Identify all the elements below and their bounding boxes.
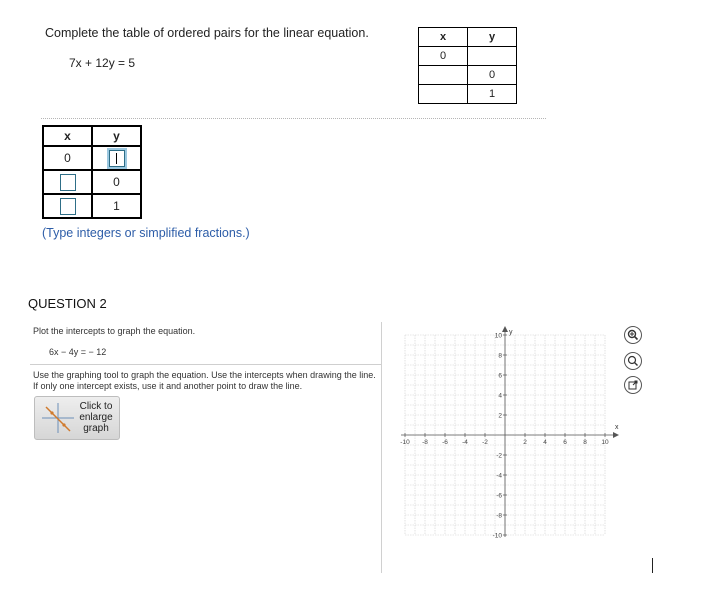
x-axis-arrow [613, 432, 619, 438]
answer-cell-y: 1 [92, 194, 141, 218]
question2-instructions: Use the graphing tool to graph the equation. Use the intercepts when drawing the line. If only one intercept exists, use it and another point to draw the line. [33, 370, 376, 391]
graph-tick-labels [400, 329, 619, 539]
given-cell [419, 85, 468, 104]
y-tick-label: 10 [494, 332, 502, 340]
x-tick-label: 4 [543, 439, 547, 446]
question2-equation: 6x − 4y = − 12 [49, 347, 107, 357]
x-input-row2[interactable] [60, 174, 76, 191]
x-tick-label: 10 [601, 439, 609, 446]
x-tick-label: 8 [583, 439, 587, 446]
graph-thumbnail-icon [40, 401, 76, 435]
external-link-icon[interactable] [624, 376, 642, 394]
answer-hint: (Type integers or simplified fractions.) [42, 226, 250, 240]
x-tick-label: -6 [442, 439, 448, 446]
enlarge-graph-button[interactable] [34, 396, 120, 440]
graph-axes [401, 326, 619, 540]
answer-header-y: y [92, 126, 141, 146]
answer-cell-y: 0 [92, 170, 141, 194]
question2-divider [30, 364, 382, 365]
question1-equation: 7x + 12y = 5 [69, 56, 136, 70]
question2-label: QUESTION 2 [28, 296, 107, 311]
given-cell [419, 66, 468, 85]
x-axis-label: x [615, 424, 619, 431]
zoom-out-icon[interactable] [624, 352, 642, 370]
question1-prompt: Complete the table of ordered pairs for the linear equation. [45, 26, 369, 40]
zoom-in-icon[interactable] [624, 326, 642, 344]
y-tick-label: -8 [496, 512, 502, 520]
panel-separator [381, 322, 382, 573]
answer-cell-x: 0 [43, 146, 92, 170]
graph-canvas[interactable] [395, 325, 625, 555]
y-tick-label: 6 [498, 372, 502, 380]
x-tick-label: 6 [563, 439, 567, 446]
given-table [418, 27, 517, 104]
x-tick-label: -8 [422, 439, 428, 446]
given-cell: 0 [419, 47, 468, 66]
y-axis-label: y [509, 329, 513, 336]
x-tick-label: 2 [523, 439, 527, 446]
given-header-y: y [468, 28, 517, 47]
y-axis-arrow [502, 326, 508, 332]
question2-prompt: Plot the intercepts to graph the equation. [33, 326, 196, 336]
given-cell: 0 [468, 66, 517, 85]
answer-cell-x [43, 194, 92, 218]
given-header-x: x [419, 28, 468, 47]
answer-cell-y [92, 146, 141, 170]
answer-cell-x [43, 170, 92, 194]
x-tick-label: -4 [462, 439, 468, 446]
y-tick-label: 8 [498, 352, 502, 360]
x-tick-label: -2 [482, 439, 488, 446]
section-divider [41, 118, 546, 119]
y-tick-label: -10 [492, 532, 502, 540]
answer-header-x: x [43, 126, 92, 146]
text-cursor [652, 558, 653, 573]
y-input-row1[interactable] [109, 150, 125, 167]
y-tick-label: -2 [496, 452, 502, 460]
y-tick-label: -4 [496, 472, 502, 480]
enlarge-graph-label: Click to enlarge graph [79, 401, 113, 434]
y-tick-label: 4 [498, 392, 502, 400]
given-cell [468, 47, 517, 66]
x-input-row3[interactable] [60, 198, 76, 215]
x-tick-label: -10 [400, 439, 410, 446]
y-tick-label: 2 [498, 412, 502, 420]
y-tick-label: -6 [496, 492, 502, 500]
answer-table [42, 125, 142, 219]
given-cell: 1 [468, 85, 517, 104]
